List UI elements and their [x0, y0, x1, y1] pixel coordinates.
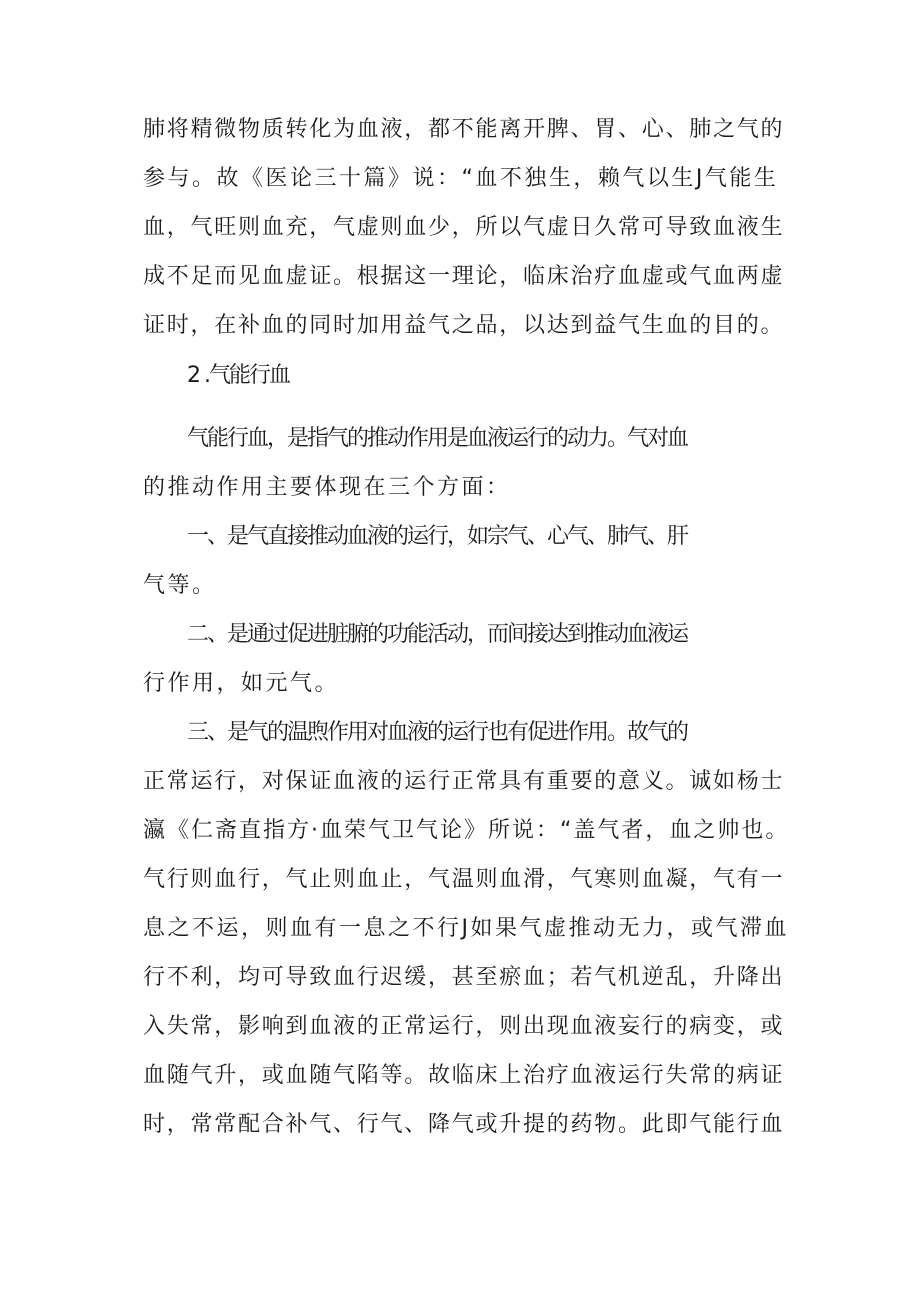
- text-line: 气能行血，是指气的推动作用是血液运行的动力。气对血: [187, 426, 688, 451]
- text-line: 参与。故《医论三十篇》说：“血不独生，赖气以生J气能生: [143, 166, 779, 191]
- text-line: 息之不运，则血有一息之不行J如果气虚推动无力，或气滞血: [143, 916, 789, 941]
- list-item-2: 二、是通过促进脏腑的功能活动，而间接达到推动血液运: [187, 622, 688, 647]
- text-line: 瀛《仁斋直指方·血荣气卫气论》所说：“盖气者，血之帅也。: [143, 818, 790, 843]
- section-heading: 2 .气能行血: [187, 363, 289, 388]
- list-item-1: 一、是气直接推动血液的运行，如宗气、心气、肺气、肝: [187, 524, 688, 549]
- text-line: 气行则血行，气止则血止，气温则血滑，气寒则血凝，气有一: [143, 867, 785, 892]
- text-line: 气等。: [143, 573, 217, 598]
- text-line: 证时，在补血的同时加用益气之品，以达到益气生血的目的。: [143, 313, 785, 338]
- text-line: 入失常，影响到血液的正常运行，则出现血液妄行的病变，或: [143, 1014, 785, 1039]
- text-line: 行作用，如元气。: [143, 671, 340, 696]
- text-line: 行不利，均可导致血行迟缓，甚至瘀血；若气机逆乱，升降出: [143, 965, 785, 990]
- text-line: 正常运行，对保证血液的运行正常具有重要的意义。诚如杨士: [143, 769, 785, 794]
- text-line: 血，气旺则血充，气虚则血少，所以气虚日久常可导致血液生: [143, 215, 785, 240]
- text-line: 血随气升，或血随气陷等。故临床上治疗血液运行失常的病证: [143, 1063, 785, 1088]
- list-item-3: 三、是气的温煦作用对血液的运行也有促进作用。故气的: [187, 720, 688, 745]
- text-line: 的推动作用主要体现在三个方面：: [143, 475, 511, 500]
- text-line: 成不足而见血虚证。根据这一理论，临床治疗血虚或气血两虚: [143, 264, 785, 289]
- text-line: 时，常常配合补气、行气、降气或升提的药物。此即气能行血: [143, 1112, 785, 1137]
- text-line: 肺将精微物质转化为血液，都不能离开脾、胃、心、肺之气的: [143, 117, 785, 142]
